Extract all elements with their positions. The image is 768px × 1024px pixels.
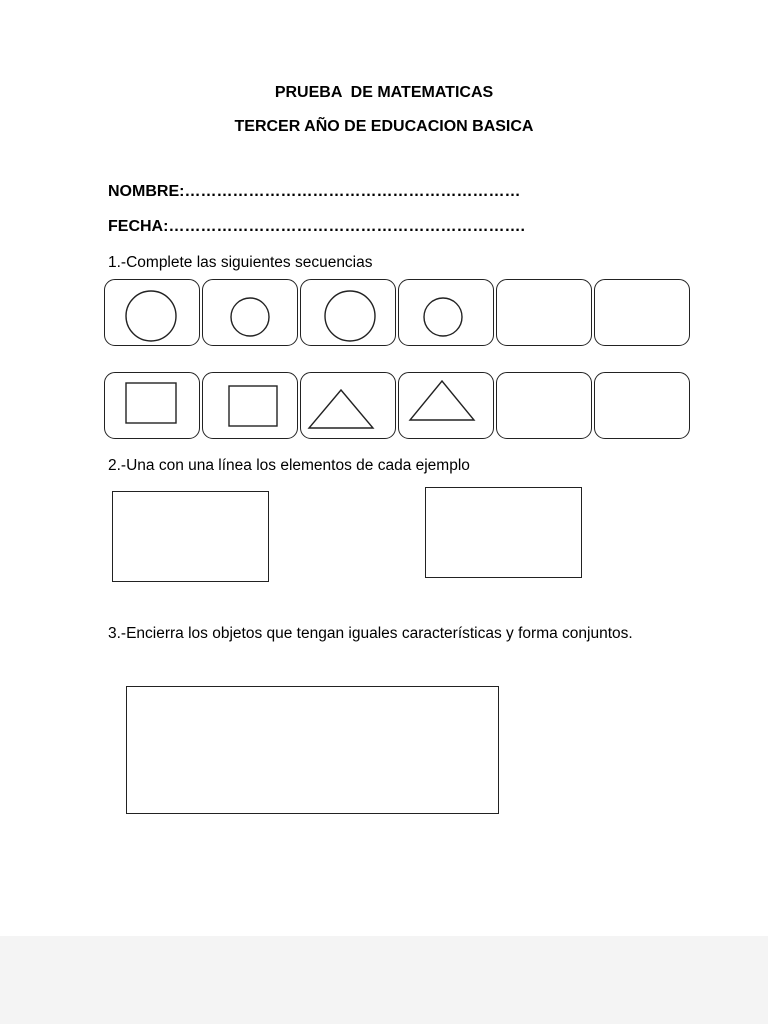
sequence-answer-cell[interactable] [594, 279, 690, 346]
sequence-cell [300, 372, 396, 439]
sequence-answer-cell[interactable] [594, 372, 690, 439]
sequence-cell [202, 279, 298, 346]
sequence-row-circles [104, 279, 697, 348]
triangle-icon [301, 373, 397, 440]
sequence-answer-cell[interactable] [496, 372, 592, 439]
big-circle-icon [105, 280, 201, 347]
matching-box-right [425, 487, 582, 578]
sequence-cell [300, 279, 396, 346]
date-field: FECHA:…………………………………………………………. [108, 218, 525, 235]
sequence-cell [202, 372, 298, 439]
matching-box-left [112, 491, 269, 582]
square-icon [203, 373, 299, 440]
small-circle-icon [203, 280, 299, 347]
sequence-cell [398, 372, 494, 439]
question-1: 1.-Complete las siguientes secuencias [108, 254, 373, 271]
sequence-cell [398, 279, 494, 346]
square-icon [105, 373, 201, 440]
page-subtitle: TERCER AÑO DE EDUCACION BASICA [234, 118, 534, 135]
page-title: PRUEBA DE MATEMATICAS [274, 84, 494, 101]
name-field: NOMBRE:……………………………………………………… [108, 183, 521, 200]
sets-box [126, 686, 499, 814]
sequence-answer-cell[interactable] [496, 279, 592, 346]
small-circle-icon [399, 280, 495, 347]
sequence-cell [104, 279, 200, 346]
sequence-cell [104, 372, 200, 439]
question-3: 3.-Encierra los objetos que tengan iguales características y forma conjuntos. [108, 625, 633, 642]
question-2: 2.-Una con una línea los elementos de cada ejemplo [108, 457, 470, 474]
triangle-icon [399, 373, 495, 440]
big-circle-icon [301, 280, 397, 347]
sequence-row-shapes [104, 372, 697, 441]
